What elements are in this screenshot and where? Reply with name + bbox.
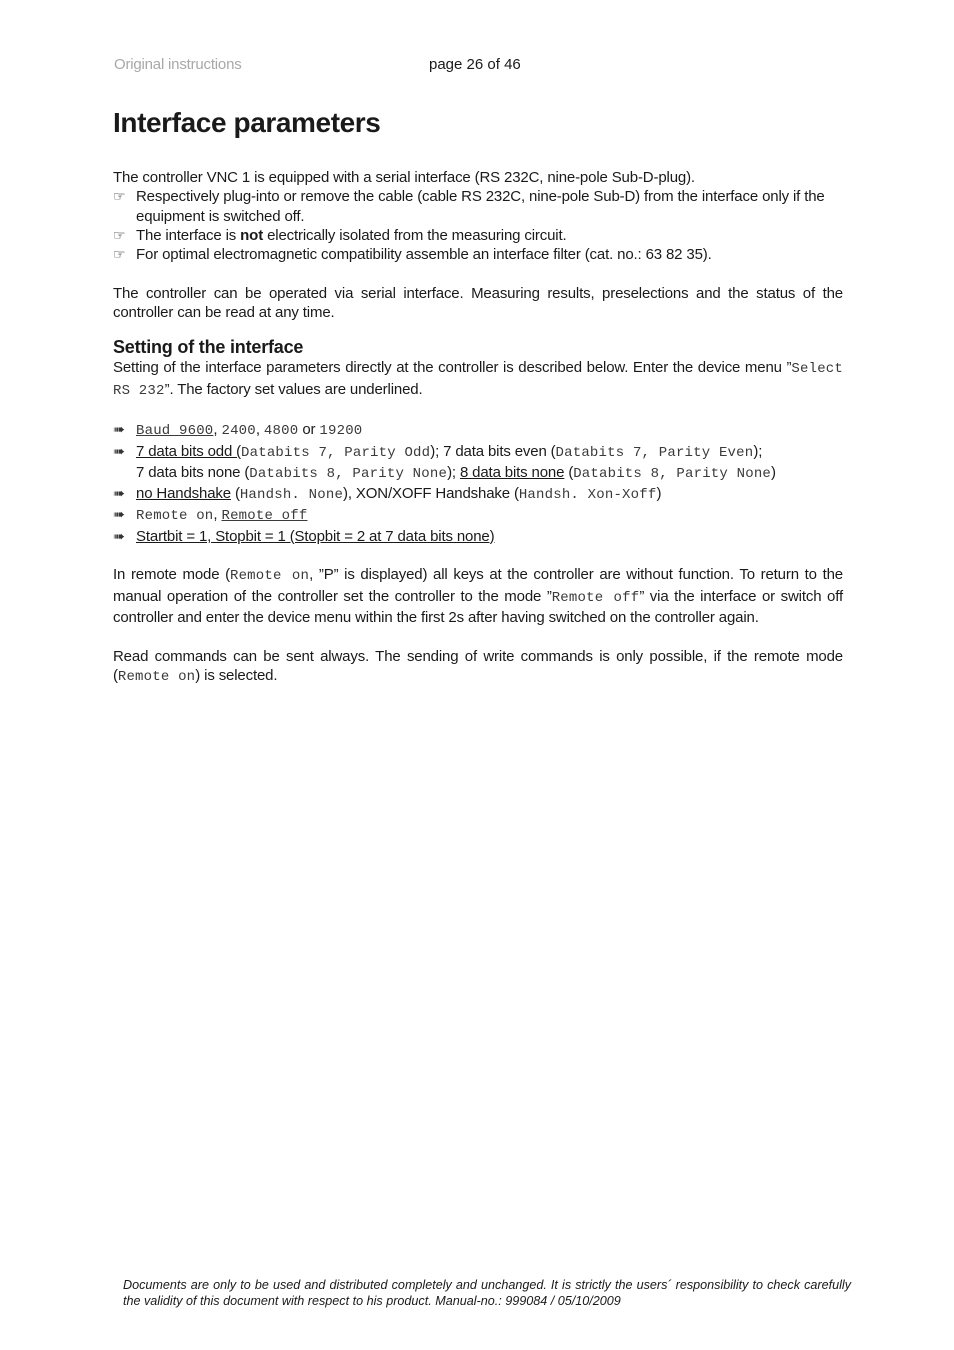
section-heading: Setting of the interface: [113, 337, 304, 358]
page-title: Interface parameters: [113, 107, 381, 138]
operation-text: The controller can be operated via serial interface. Measuring results, preselections and the status of the controller can be read at any time.: [113, 284, 843, 322]
page-footer: Documents are only to be used and distributed completely and unchanged. It is strictly the users´ responsibility to check carefully the validity of this document with respect to his product. Manual-no.: 999084 / 05/10/2009: [123, 1278, 851, 1308]
note-text: The interface is not electrically isolated from the measuring circuit.: [136, 226, 567, 244]
hand-pointing-icon: ☞: [113, 246, 126, 263]
arrow-right-icon: ➠: [113, 485, 125, 502]
arrow-right-icon: ➠: [113, 527, 125, 544]
read-commands-text: Read commands can be sent always. The sending of write commands is only possible, if the remote mode (Remote on) is selected.: [113, 647, 843, 685]
setting-description: Setting of the interface parameters directly at the controller is described below. Enter the device menu ”Select RS 232”. The factory set values are underlined.: [113, 359, 843, 399]
hand-pointing-icon: ☞: [113, 226, 126, 243]
emphasis-not: not: [240, 226, 264, 244]
arrow-right-icon: ➠: [113, 506, 125, 523]
page-number: page 26 of 46: [429, 56, 521, 73]
note-item: [113, 187, 843, 226]
list-item-remote: ➠ Remote on, Remote off: [113, 506, 308, 525]
arrow-right-icon: ➠: [113, 421, 125, 438]
intro-text: The controller VNC 1 is equipped with a serial interface (RS 232C, nine-pole Sub-D-plug).: [113, 169, 695, 186]
main-content: [113, 168, 843, 687]
note-text: For optimal electromagnetic compatibility assemble an interface filter (cat. no.: 63 82 35).: [136, 246, 712, 264]
list-item-baud: ➠ Baud 9600, 2400, 4800 or 19200: [113, 421, 363, 440]
arrow-right-icon: ➠: [113, 442, 125, 459]
hand-pointing-icon: ☞: [113, 188, 126, 205]
note-item: [113, 245, 843, 264]
list-item-handshake: ➠ no Handshake (Handsh. None), XON/XOFF Handshake (Handsh. Xon-Xoff): [113, 485, 662, 504]
note-text: Respectively plug-into or remove the cable (cable RS 232C, nine-pole Sub-D) from the interface only if the equipment is switched off.: [136, 188, 825, 225]
note-item: [113, 226, 843, 245]
remote-mode-text: In remote mode (Remote on, ”P” is displayed) all keys at the controller are without function. To return to the manual operation of the controller set the controller to the mode ”Remote off” via the interface or switch off controller and enter the device menu within the first 2s after having switched on the controller again.: [113, 566, 843, 626]
list-item-bits: ➠ Startbit = 1, Stopbit = 1 (Stopbit = 2 at 7 data bits none): [113, 527, 495, 545]
page-header-left: Original instructions: [114, 56, 242, 73]
list-item-databits: ➠ 7 data bits odd (Databits 7, Parity Odd); 7 data bits even (Databits 7, Parity Even); 7 data bits none (Databits 8, Parity None); 8 data bits none (Databits 8, Parity None): [113, 442, 776, 482]
